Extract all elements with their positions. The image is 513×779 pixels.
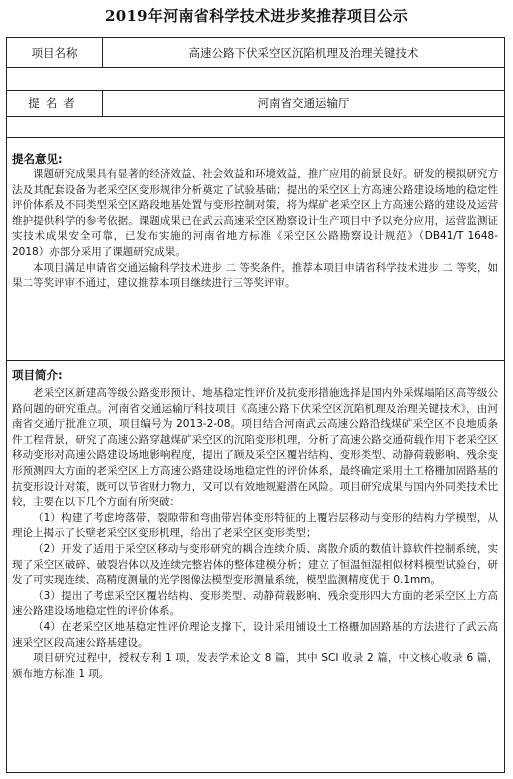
project-name-label: 项目名称 [7,38,103,68]
intro-paragraph: （4）在老采空区地基稳定性评价理论支撑下，设计采用铺设土工格栅加固路基的方法进行了武云高速采空区段高速公路基建设。 [12,620,498,649]
intro-paragraph: 老采空区新建高等级公路变形预计、地基稳定性评价及抗变形措施选择是国内外采煤塌陷区高等级公路问题的研究重点。河南省交通运输厅科技项目《高速公路下伏采空区沉陷机理及治理关键技术》，由河南省交通厅批准立项，项目编号为 2013-2-08。项目结合河南武云高速公路沿线煤矿采空区不良地质条件工程背景，研究了高速公路穿越煤矿采空区的沉陷变形机理，分析了高速公路交通荷载作用下老采空区移动变形对高速公路建设场地影响程度，提出了顾及采空区覆岩结构、变形类型、动静荷载影响、残余变形预测四大方面的老采空区上方高速公路建设场地稳定性的评价体系，最终确定采用土工格栅加固路基的抗变形设计对策，既可以节省财力物力，又可以有效地规避潜在风险。项目研究成果与国内外同类技术比较，主要在以下几个方面有所突破： [12,387,498,509]
nominator-row [7,68,504,138]
intro-paragraph: （2）开发了适用于采空区移动与变形研究的耦合连续介质、离散介质的数值计算软件控制系统，实现了采空区破碎、破裂岩体以及连续完整岩体的整体建模分析；建立了恒温恒湿相似材料模型试验台，研发了可实现连续、高精度测量的光学图像法模型变形测量系统，模型监测精度优于 0.1mm。 [12,542,498,587]
intro-paragraph: 项目研究过程中，授权专利 1 项，发表学术论文 8 篇，其中 SCI 收录 2 篇，中文核心收录 6 篇，颁布地方标准 1 项。 [12,652,498,680]
opinion-body [12,167,498,292]
intro-paragraph: （1）构建了考虑垮落带、裂隙带和弯曲带岩体变形特征的上覆岩层移动与变形的结构力学模型，从理论上揭示了长壁老采空区变形机理，给出了老采空区变形类型； [12,511,498,540]
nomination-form-table [6,37,505,773]
nominator-value: 河南省交通运输厅 [257,96,350,110]
nominator-label: 提名者 [7,90,103,116]
nomination-opinion-section [7,138,504,361]
intro-body [12,386,498,682]
page-title: 2019年河南省科学技术进步奖推荐项目公示 [104,7,409,25]
project-name-value: 高速公路下伏采空区沉陷机理及治理关键技术 [188,45,419,60]
intro-heading: 项目简介: [12,368,63,382]
opinion-heading: 提名意见: [12,152,63,166]
intro-paragraph: （3）提出了考虑采空区覆岩结构、变形类型、动静荷载影响、残余变形四大方面的老采空区上方高速公路建设场地稳定性的评价体系。 [12,589,498,618]
divider [7,116,504,117]
project-name-row [7,38,504,68]
project-intro-section [7,361,504,773]
opinion-paragraph: 本项目满足申请省交通运输科学技术进步 二 等奖条件，推荐本项目申请省科学技术进步 二 等奖，如果二等奖评审不通过，建议推荐本项目继续进行三等奖评审。 [12,261,498,290]
opinion-paragraph: 课题研究成果具有显著的经济效益、社会效益和环境效益，推广应用的前景良好。研发的模拟研究方法及其配套设备为老采空区变形规律分析奠定了试验基础；提出的采空区上方高速公路建设场地的稳定性评价体系及不同类型采空区路段地基处置与变形控制对策，将为煤矿老采空区上方高速公路的建设及运营维护提供科学的参考依据。课题成果已在武云高速采空区勘察设计生产项目中予以充分应用，运营监测证实技术成果安全可靠，已发布实施的河南省地方标准《采空区公路勘察设计规范》（DB41/T 1648-2018）亦部分采用了课题研究成果。 [12,168,498,258]
